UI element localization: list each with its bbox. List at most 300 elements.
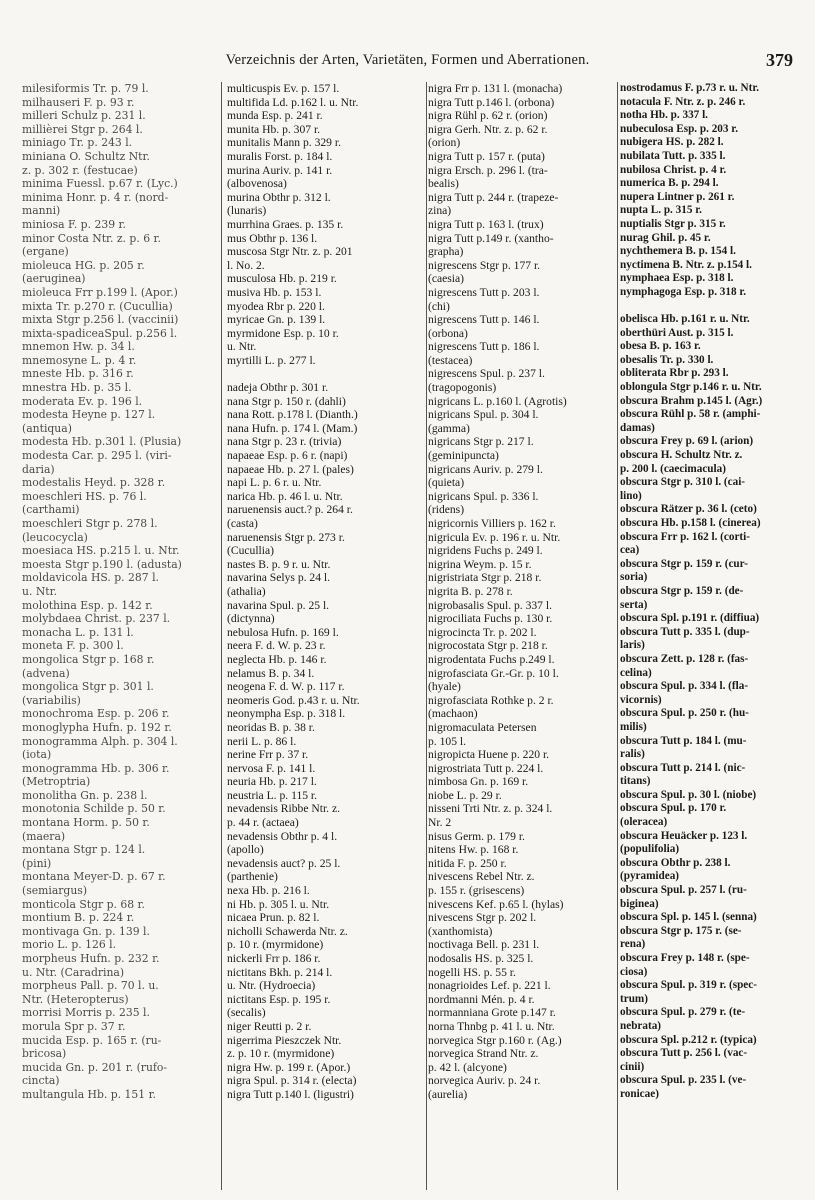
index-entry: nigra Tutt p. 157 r. (puta): [428, 149, 545, 163]
index-entry: norvegica Auriv. p. 24 r.: [428, 1074, 541, 1088]
index-entry: nigrescens Tutt p. 186 l.: [428, 340, 540, 354]
index-entry: moeschleri HS. p. 76 l.: [22, 489, 147, 503]
index-entry: napaeae Esp. p. 6 r. (napi): [227, 449, 348, 463]
index-entry: obscura Spul. p. 257 l. (ru-: [620, 884, 747, 897]
index-entry: nigrobasalis Spul. p. 337 l.: [428, 598, 552, 612]
index-entry: z. p. 302 r. (festucae): [22, 163, 138, 177]
index-entry: milis): [620, 720, 647, 733]
index-entry: obliterata Rbr p. 293 l.: [620, 367, 729, 380]
index-entry: norvegica Stgr p.160 r. (Ag.): [428, 1033, 562, 1047]
index-entry: myrtilli L. p. 277 l.: [227, 353, 316, 367]
index-entry: (ergane): [22, 245, 69, 259]
index-entry: nivescens Rebel Ntr. z.: [428, 870, 535, 884]
index-entry: monotonia Schilde p. 50 r.: [22, 802, 166, 816]
index-entry: modestalis Heyd. p. 328 r.: [22, 476, 166, 490]
index-entry: nitens Hw. p. 168 r.: [428, 843, 519, 857]
index-entry: nigrina Weym. p. 15 r.: [428, 557, 532, 571]
index-column-4: [620, 82, 798, 1190]
index-entry: multifida Ld. p.162 l. u. Ntr.: [227, 95, 359, 109]
index-entry: nychthemera B. p. 154 l.: [620, 245, 736, 258]
index-entry: montivaga Gn. p. 139 l.: [22, 924, 150, 938]
index-entry: milleri Schulz p. 231 l.: [22, 109, 146, 123]
index-entry: nigra Tutt p.140 l. (ligustri): [227, 1087, 354, 1101]
index-entry: obscura Spul. p. 170 r.: [620, 802, 727, 815]
index-entry: molothina Esp. p. 142 r.: [22, 598, 153, 612]
index-entry: montana Horm. p. 50 r.: [22, 816, 150, 830]
index-entry: (semiargus): [22, 884, 88, 898]
index-entry: munita Hb. p. 307 r.: [227, 122, 321, 136]
index-entry: minima Fuessl. p.67 r. (Lyc.): [22, 177, 178, 191]
index-entry: rena): [620, 938, 646, 951]
index-entry: (maera): [22, 829, 66, 843]
index-entry: monochroma Esp. p. 206 r.: [22, 707, 170, 721]
index-entry: mixta-spadiceaSpul. p.256 l.: [22, 326, 178, 340]
index-entry: (aurelia): [428, 1087, 468, 1101]
index-entry: nigrita B. p. 278 r.: [428, 584, 513, 598]
index-entry: morula Spr p. 37 r.: [22, 1019, 126, 1033]
index-entry: mucida Esp. p. 165 r. (ru-: [22, 1033, 162, 1047]
index-entry: (orbona): [428, 326, 468, 340]
index-entry: obscura Tutt p. 335 l. (dup-: [620, 625, 750, 638]
index-entry: nigrofasciata Gr.-Gr. p. 10 l.: [428, 666, 559, 680]
index-entry: mucida Gn. p. 201 r. (rufo-: [22, 1060, 168, 1074]
index-entry: nigra Gerh. Ntr. z. p. 62 r.: [428, 122, 548, 136]
index-entry: napi L. p. 6 r. u. Ntr.: [227, 476, 322, 490]
index-entry: biginea): [620, 897, 659, 910]
index-entry: soria): [620, 571, 648, 584]
index-entry: trum): [620, 992, 648, 1005]
index-entry: nigricans Spul. p. 336 l.: [428, 489, 539, 503]
index-entry: obscura Zett. p. 128 r. (fas-: [620, 652, 749, 665]
index-entry: nana Hufn. p. 174 l. (Mam.): [227, 421, 358, 435]
index-entry: montana Stgr p. 124 l.: [22, 843, 146, 857]
index-entry: (secalis): [227, 1006, 266, 1020]
index-entry: (caesia): [428, 272, 465, 286]
index-entry: nubeculosa Esp. p. 203 r.: [620, 122, 739, 135]
index-entry: neonympha Esp. p. 318 l.: [227, 707, 346, 721]
index-entry: nigrocostata Stgr p. 218 r.: [428, 639, 548, 653]
index-entry: notacula F. Ntr. z. p. 246 r.: [620, 95, 746, 108]
index-entry: nigricans Stgr p. 217 l.: [428, 435, 534, 449]
index-entry: monacha L. p. 131 l.: [22, 625, 134, 639]
index-entry: nigridens Fuchs p. 249 l.: [428, 544, 543, 558]
index-entry: nigra Spul. p. 314 r. (electa): [227, 1074, 357, 1088]
index-entry: noctivaga Bell. p. 231 l.: [428, 938, 540, 952]
index-entry: obscura Stgr p. 159 r. (cur-: [620, 557, 748, 570]
index-entry: nigrociliata Fuchs p. 130 r.: [428, 612, 553, 626]
index-entry: obscura Obthr p. 238 l.: [620, 856, 731, 869]
index-entry: nitida F. p. 250 r.: [428, 856, 507, 870]
index-entry: (iota): [22, 748, 52, 762]
index-entry: numerica B. p. 294 l.: [620, 177, 719, 190]
index-entry: nigrescens Tutt p. 146 l.: [428, 313, 540, 327]
index-entry: damas): [620, 421, 655, 434]
index-entry: modesta Heyne p. 127 l.: [22, 408, 156, 422]
index-entry: (leucocycla): [22, 530, 88, 544]
index-entry: napaeae Hb. p. 27 l. (pales): [227, 462, 354, 476]
index-entry: (casta): [227, 517, 258, 530]
index-entry: nigricornis Villiers p. 162 r.: [428, 517, 556, 530]
index-entry: monolitha Gn. p. 238 l.: [22, 788, 148, 802]
index-entry: oberthüri Aust. p. 315 l.: [620, 326, 734, 339]
index-entry: myricae Gn. p. 139 l.: [227, 313, 326, 327]
index-entry: obscura Tutt p. 184 l. (mu-: [620, 734, 747, 747]
index-entry: (albovenosa): [227, 177, 287, 191]
index-entry: p. 200 l. (caecimacula): [620, 462, 726, 475]
page-title: Verzeichnis der Arten, Varietäten, Formen und Aberrationen.: [225, 52, 590, 68]
index-entry: modesta Car. p. 295 l. (viri-: [22, 449, 172, 463]
index-entry: grapha): [428, 245, 464, 259]
index-entry: (dictynna): [227, 612, 275, 626]
index-entry: (variabilis): [22, 693, 81, 707]
index-entry: nigrostriata Tutt p. 224 l.: [428, 761, 544, 775]
index-entry: (Cucullia): [227, 544, 275, 558]
index-entry: narica Hb. p. 46 l. u. Ntr.: [227, 489, 343, 503]
index-entry: (Metroptria): [22, 775, 91, 789]
index-entry: nubilosa Christ. p. 4 r.: [620, 163, 727, 176]
index-entry: obscura Stgr p. 159 r. (de-: [620, 584, 744, 597]
index-entry: murina Auriv. p. 141 r.: [227, 163, 333, 177]
index-entry: nigra Tutt p.146 l. (orbona): [428, 95, 555, 109]
index-entry: mongolica Stgr p. 301 l.: [22, 680, 154, 694]
index-entry: nigricans Auriv. p. 279 l.: [428, 462, 543, 476]
index-entry: obscura Brahm p.145 l. (Agr.): [620, 394, 763, 407]
index-entry: laris): [620, 639, 645, 652]
index-entry: obscura Spul. p. 279 r. (te-: [620, 1006, 746, 1019]
index-entry: (carthami): [22, 503, 80, 517]
index-entry: montium B. p. 224 r.: [22, 911, 135, 925]
index-entry: u. Ntr. (Hydroecia): [227, 979, 316, 993]
index-entry: (xanthomista): [428, 924, 493, 938]
index-entry: nivescens Stgr p. 202 l.: [428, 911, 537, 925]
index-entry: (athalia): [227, 584, 266, 598]
index-entry: obscura Tutt p. 214 l. (nic-: [620, 761, 746, 774]
index-entry: normanniana Grote p.147 r.: [428, 1006, 556, 1020]
column-divider: [221, 82, 222, 1190]
index-entry: monticola Stgr p. 68 r.: [22, 897, 145, 911]
index-entry: milesiformis Tr. p. 79 l.: [22, 82, 149, 95]
index-entry: obscura Spl. p.212 r. (typica): [620, 1033, 757, 1046]
index-entry: nexa Hb. p. 216 l.: [227, 884, 310, 898]
index-entry: nervosa F. p. 141 l.: [227, 761, 316, 775]
index-entry: nigerrima Pieszczek Ntr.: [227, 1033, 342, 1047]
index-entry: bricosa): [22, 1047, 67, 1061]
index-entry: mioleuca HG. p. 205 r.: [22, 258, 145, 272]
index-entry: neoridas B. p. 38 r.: [227, 720, 315, 734]
index-entry: (machaon): [428, 707, 478, 721]
index-entry: obelisca Hb. p.161 r. u. Ntr.: [620, 313, 750, 326]
index-entry: nastes B. p. 9 r. u. Ntr.: [227, 557, 331, 571]
index-entry: notha Hb. p. 337 l.: [620, 109, 708, 122]
index-entry: nisseni Trti Ntr. z. p. 324 l.: [428, 802, 553, 816]
index-entry: ciosa): [620, 965, 648, 978]
index-columns: [22, 82, 797, 1190]
index-entry: nickerli Frr p. 186 r.: [227, 952, 321, 965]
index-entry: munda Esp. p. 241 r.: [227, 109, 323, 123]
index-entry: mnestra Hb. p. 35 l.: [22, 381, 132, 395]
index-entry: nupera Lintner p. 261 r.: [620, 190, 735, 203]
index-entry: myrmidone Esp. p. 10 r.: [227, 326, 339, 340]
index-entry: nymphaea Esp. p. 318 l.: [620, 272, 734, 285]
index-entry: neera F. d. W. p. 23 r.: [227, 639, 326, 653]
index-entry: nyctimena B. Ntr. z. p.154 l.: [620, 258, 752, 271]
index-entry: mnemon Hw. p. 34 l.: [22, 340, 135, 354]
index-entry: norvegica Strand Ntr. z.: [428, 1047, 539, 1061]
index-entry: milhauseri F. p. 93 r.: [22, 95, 135, 109]
index-entry: naruenensis Stgr p. 273 r.: [227, 530, 345, 544]
index-entry: nordmanni Mén. p. 4 r.: [428, 992, 535, 1006]
index-entry: nigra Tutt p. 244 r. (trapeze-: [428, 190, 559, 204]
index-entry: celina): [620, 666, 652, 679]
index-entry: obscura Tutt p. 256 l. (vac-: [620, 1047, 748, 1060]
index-entry: nerine Frr p. 37 r.: [227, 748, 309, 762]
index-entry: obscura Frey p. 69 l. (arion): [620, 435, 754, 448]
index-entry: (aeruginea): [22, 272, 86, 286]
section-gap: [227, 367, 422, 381]
index-entry: miniosa F. p. 239 r.: [22, 217, 126, 231]
index-entry: nigra Hw. p. 199 r. (Apor.): [227, 1060, 351, 1074]
index-entry: nupta L. p. 315 r.: [620, 204, 702, 217]
index-entry: manni): [22, 204, 61, 218]
index-entry: myodea Rbr p. 220 l.: [227, 299, 325, 313]
index-entry: morio L. p. 126 l.: [22, 938, 117, 952]
index-entry: nana Stgr p. 150 r. (dahli): [227, 394, 346, 408]
index-entry: p. 10 r. (myrmidone): [227, 938, 324, 952]
index-entry: nigromaculata Petersen: [428, 720, 537, 734]
index-entry: molybdaea Christ. p. 237 l.: [22, 612, 171, 626]
index-entry: muscosa Stgr Ntr. z. p. 201: [227, 245, 353, 259]
index-entry: mixta Stgr p.256 l. (vaccinii): [22, 313, 179, 327]
index-column-3: [428, 82, 618, 1190]
index-entry: nigropicta Huene p. 220 r.: [428, 748, 550, 762]
index-entry: obscura Spul. p. 30 l. (niobe): [620, 788, 757, 801]
index-entry: norna Thnbg p. 41 l. u. Ntr.: [428, 1019, 555, 1033]
index-entry: neustria L. p. 115 r.: [227, 788, 318, 802]
index-entry: mnemosyne L. p. 4 r.: [22, 353, 137, 367]
index-entry: (chi): [428, 299, 450, 313]
index-entry: nubigera HS. p. 282 l.: [620, 136, 724, 149]
index-entry: nigra Rühl p. 62 r. (orion): [428, 109, 548, 123]
index-entry: z. p. 10 r. (myrmidone): [227, 1047, 335, 1061]
index-entry: nurag Ghil. p. 45 r.: [620, 231, 711, 244]
index-entry: musculosa Hb. p. 219 r.: [227, 272, 337, 286]
index-entry: nigra Ersch. p. 296 l. (tra-: [428, 163, 548, 177]
index-entry: nigricula Ev. p. 196 r. u. Ntr.: [428, 530, 561, 544]
index-entry: moderata Ev. p. 196 l.: [22, 394, 143, 408]
index-entry: titans): [620, 775, 651, 788]
index-entry: (geminipuncta): [428, 449, 499, 463]
index-column-1: [22, 82, 214, 1190]
index-entry: navarina Spul. p. 25 l.: [227, 598, 330, 612]
index-entry: nigricans Spul. p. 304 l.: [428, 408, 539, 422]
index-entry: nodosalis HS. p. 325 l.: [428, 952, 534, 965]
index-entry: nigra Tutt p.149 r. (xantho-: [428, 231, 554, 245]
index-entry: obscura Rätzer p. 36 l. (ceto): [620, 503, 757, 516]
index-entry: (populifolia): [620, 843, 680, 856]
index-entry: ni Hb. p. 305 l. u. Ntr.: [227, 897, 330, 911]
index-entry: lino): [620, 489, 642, 502]
index-entry: naruenensis auct.? p. 264 r.: [227, 503, 353, 517]
index-entry: murrhina Graes. p. 135 r.: [227, 217, 344, 231]
index-entry: p. 105 l.: [428, 734, 467, 748]
index-entry: nigrescens Tutt p. 203 l.: [428, 285, 540, 299]
index-entry: (hyale): [428, 680, 461, 694]
index-entry: (parthenie): [227, 870, 278, 884]
index-entry: nigrodentata Fuchs p.249 l.: [428, 652, 555, 666]
index-entry: vicornis): [620, 693, 662, 706]
index-entry: nimbosa Gn. p. 169 r.: [428, 775, 529, 789]
index-entry: moesta Stgr p.190 l. (adusta): [22, 557, 182, 571]
index-entry: (oleracea): [620, 816, 668, 829]
index-entry: nictitans Esp. p. 195 r.: [227, 992, 331, 1006]
index-entry: obscura Frr p. 162 l. (corti-: [620, 530, 750, 543]
index-entry: oblongula Stgr p.146 r. u. Ntr.: [620, 381, 762, 394]
index-entry: bealis): [428, 177, 459, 191]
index-entry: ronicae): [620, 1087, 659, 1100]
index-entry: monogramma Alph. p. 304 l.: [22, 734, 178, 748]
index-entry: nicaea Prun. p. 82 l.: [227, 911, 320, 925]
index-entry: nogelli HS. p. 55 r.: [428, 965, 516, 979]
section-gap: [620, 300, 798, 314]
index-entry: minor Costa Ntr. z. p. 6 r.: [22, 231, 161, 245]
index-entry: (tragopogonis): [428, 381, 497, 395]
index-entry: mixta Tr. p.270 r. (Cucullia): [22, 299, 173, 313]
column-divider: [426, 82, 427, 1190]
index-entry: l. No. 2.: [227, 258, 265, 272]
index-entry: (pini): [22, 856, 52, 870]
index-entry: cincta): [22, 1074, 60, 1088]
index-entry: cea): [620, 544, 640, 557]
index-entry: muralis Forst. p. 184 l.: [227, 149, 333, 163]
index-entry: (gamma): [428, 421, 470, 435]
index-entry: monoglypha Hufn. p. 192 r.: [22, 720, 172, 734]
index-entry: u. Ntr.: [227, 340, 257, 354]
index-entry: obscura Rühl p. 58 r. (amphi-: [620, 408, 761, 421]
index-entry: obscura Spul. p. 235 l. (ve-: [620, 1074, 747, 1087]
index-entry: miniana O. Schultz Ntr.: [22, 149, 150, 163]
index-entry: modesta Hb. p.301 l. (Plusia): [22, 435, 182, 449]
index-entry: miniago Tr. p. 243 l.: [22, 136, 133, 150]
index-entry: obscura Spl. p.191 r. (diffiua): [620, 612, 760, 625]
index-entry: moldavicola HS. p. 287 l.: [22, 571, 159, 585]
index-entry: obscura Spul. p. 319 r. (spec-: [620, 979, 757, 992]
index-entry: obscura Spl. p. 145 l. (senna): [620, 911, 757, 924]
index-entry: (ridens): [428, 503, 465, 517]
index-entry: nisus Germ. p. 179 r.: [428, 829, 525, 843]
index-entry: zina): [428, 204, 452, 218]
index-entry: daria): [22, 462, 55, 476]
index-entry: nebrata): [620, 1019, 662, 1032]
index-entry: nictitans Bkh. p. 214 l.: [227, 965, 333, 979]
index-entry: nigrescens Stgr p. 177 r.: [428, 258, 541, 272]
index-entry: cinii): [620, 1060, 645, 1073]
index-entry: niobe L. p. 29 r.: [428, 788, 502, 802]
index-entry: nevadensis Ribbe Ntr. z.: [227, 802, 341, 816]
index-entry: (testacea): [428, 353, 473, 367]
index-entry: nadeja Obthr p. 301 r.: [227, 381, 329, 395]
index-entry: obesa B. p. 163 r.: [620, 340, 701, 353]
index-entry: obscura Frey p. 148 r. (spe-: [620, 952, 750, 964]
index-entry: monogramma Hb. p. 306 r.: [22, 761, 170, 775]
index-entry: murina Obthr p. 312 l.: [227, 190, 331, 204]
index-entry: (lunaris): [227, 204, 267, 218]
index-entry: p. 155 r. (grisescens): [428, 884, 525, 898]
index-entry: nevadensis Obthr p. 4 l.: [227, 829, 338, 843]
index-entry: (quieta): [428, 476, 465, 490]
index-entry: minima Honr. p. 4 r. (nord-: [22, 190, 169, 204]
index-entry: obscura H. Schultz Ntr. z.: [620, 449, 743, 462]
index-entry: nigrofasciata Rothke p. 2 r.: [428, 693, 554, 707]
index-entry: obesalis Tr. p. 330 l.: [620, 353, 714, 366]
index-entry: nubilata Tutt. p. 335 l.: [620, 149, 726, 162]
index-column-2: [227, 82, 422, 1190]
index-entry: obscura Stgr p. 310 l. (cai-: [620, 476, 746, 489]
index-entry: ralis): [620, 748, 645, 761]
index-entry: p. 42 l. (alcyone): [428, 1060, 507, 1074]
index-entry: morpheus Hufn. p. 232 r.: [22, 952, 160, 965]
page-number: 379: [766, 50, 793, 70]
index-entry: (advena): [22, 666, 70, 680]
index-entry: obscura Hb. p.158 l. (cinerea): [620, 517, 761, 529]
index-entry: Nr. 2: [428, 816, 452, 830]
index-entry: nelamus B. p. 34 l.: [227, 666, 315, 680]
running-header: [0, 50, 815, 74]
index-entry: nostrodamus F. p.73 r. u. Ntr.: [620, 82, 760, 94]
index-entry: nigrocincta Tr. p. 202 l.: [428, 625, 537, 639]
index-entry: Ntr. (Heteropterus): [22, 992, 129, 1006]
index-entry: moneta F. p. 300 l.: [22, 639, 124, 653]
index-entry: nymphagoga Esp. p. 318 r.: [620, 285, 747, 298]
index-entry: montana Meyer-D. p. 67 r.: [22, 870, 166, 884]
index-entry: nonagrioides Lef. p. 221 l.: [428, 979, 551, 993]
index-entry: musiva Hb. p. 153 l.: [227, 285, 322, 299]
index-entry: multicuspis Ev. p. 157 l.: [227, 82, 340, 95]
index-entry: nigrescens Spul. p. 237 l.: [428, 367, 545, 381]
index-entry: nigra Tutt p. 163 l. (trux): [428, 217, 544, 231]
index-entry: moeschleri Stgr p. 278 l.: [22, 517, 158, 530]
index-entry: morpheus Pall. p. 70 l. u.: [22, 979, 159, 993]
index-entry: (pyramidea): [620, 870, 680, 883]
index-entry: munitalis Mann p. 329 r.: [227, 136, 342, 150]
index-entry: obscura Heuäcker p. 123 l.: [620, 829, 748, 842]
index-entry: nigra Frr p. 131 l. (monacha): [428, 82, 563, 95]
index-entry: neuria Hb. p. 217 l.: [227, 775, 317, 789]
index-entry: moesiaca HS. p.215 l. u. Ntr.: [22, 544, 180, 558]
index-entry: neglecta Hb. p. 146 r.: [227, 652, 327, 666]
index-entry: niger Reutti p. 2 r.: [227, 1019, 312, 1033]
index-entry: obscura Spul. p. 334 l. (fla-: [620, 680, 749, 693]
index-entry: nuptialis Stgr p. 315 r.: [620, 217, 726, 230]
index-entry: serta): [620, 598, 648, 611]
index-entry: (orion): [428, 136, 461, 150]
index-entry: morrisi Morris p. 235 l.: [22, 1006, 150, 1020]
index-entry: nebulosa Hufn. p. 169 l.: [227, 625, 339, 639]
index-entry: (apollo): [227, 843, 264, 857]
index-entry: mneste Hb. p. 316 r.: [22, 367, 134, 381]
index-entry: nicholli Schawerda Ntr. z.: [227, 924, 348, 938]
index-entry: (antiqua): [22, 421, 72, 435]
index-entry: u. Ntr. (Caradrina): [22, 965, 125, 979]
index-entry: neogena F. d. W. p. 117 r.: [227, 680, 345, 694]
index-entry: mus Obthr p. 136 l.: [227, 231, 318, 245]
index-entry: u. Ntr.: [22, 584, 58, 598]
index-entry: obscura Stgr p. 175 r. (se-: [620, 924, 742, 937]
index-entry: nevadensis auct? p. 25 l.: [227, 856, 341, 870]
index-entry: nigristriata Stgr p. 218 r.: [428, 571, 542, 585]
index-entry: navarina Selys p. 24 l.: [227, 571, 331, 585]
index-entry: nivescens Kef. p.65 l. (hylas): [428, 897, 564, 911]
index-entry: p. 44 r. (actaea): [227, 816, 299, 830]
